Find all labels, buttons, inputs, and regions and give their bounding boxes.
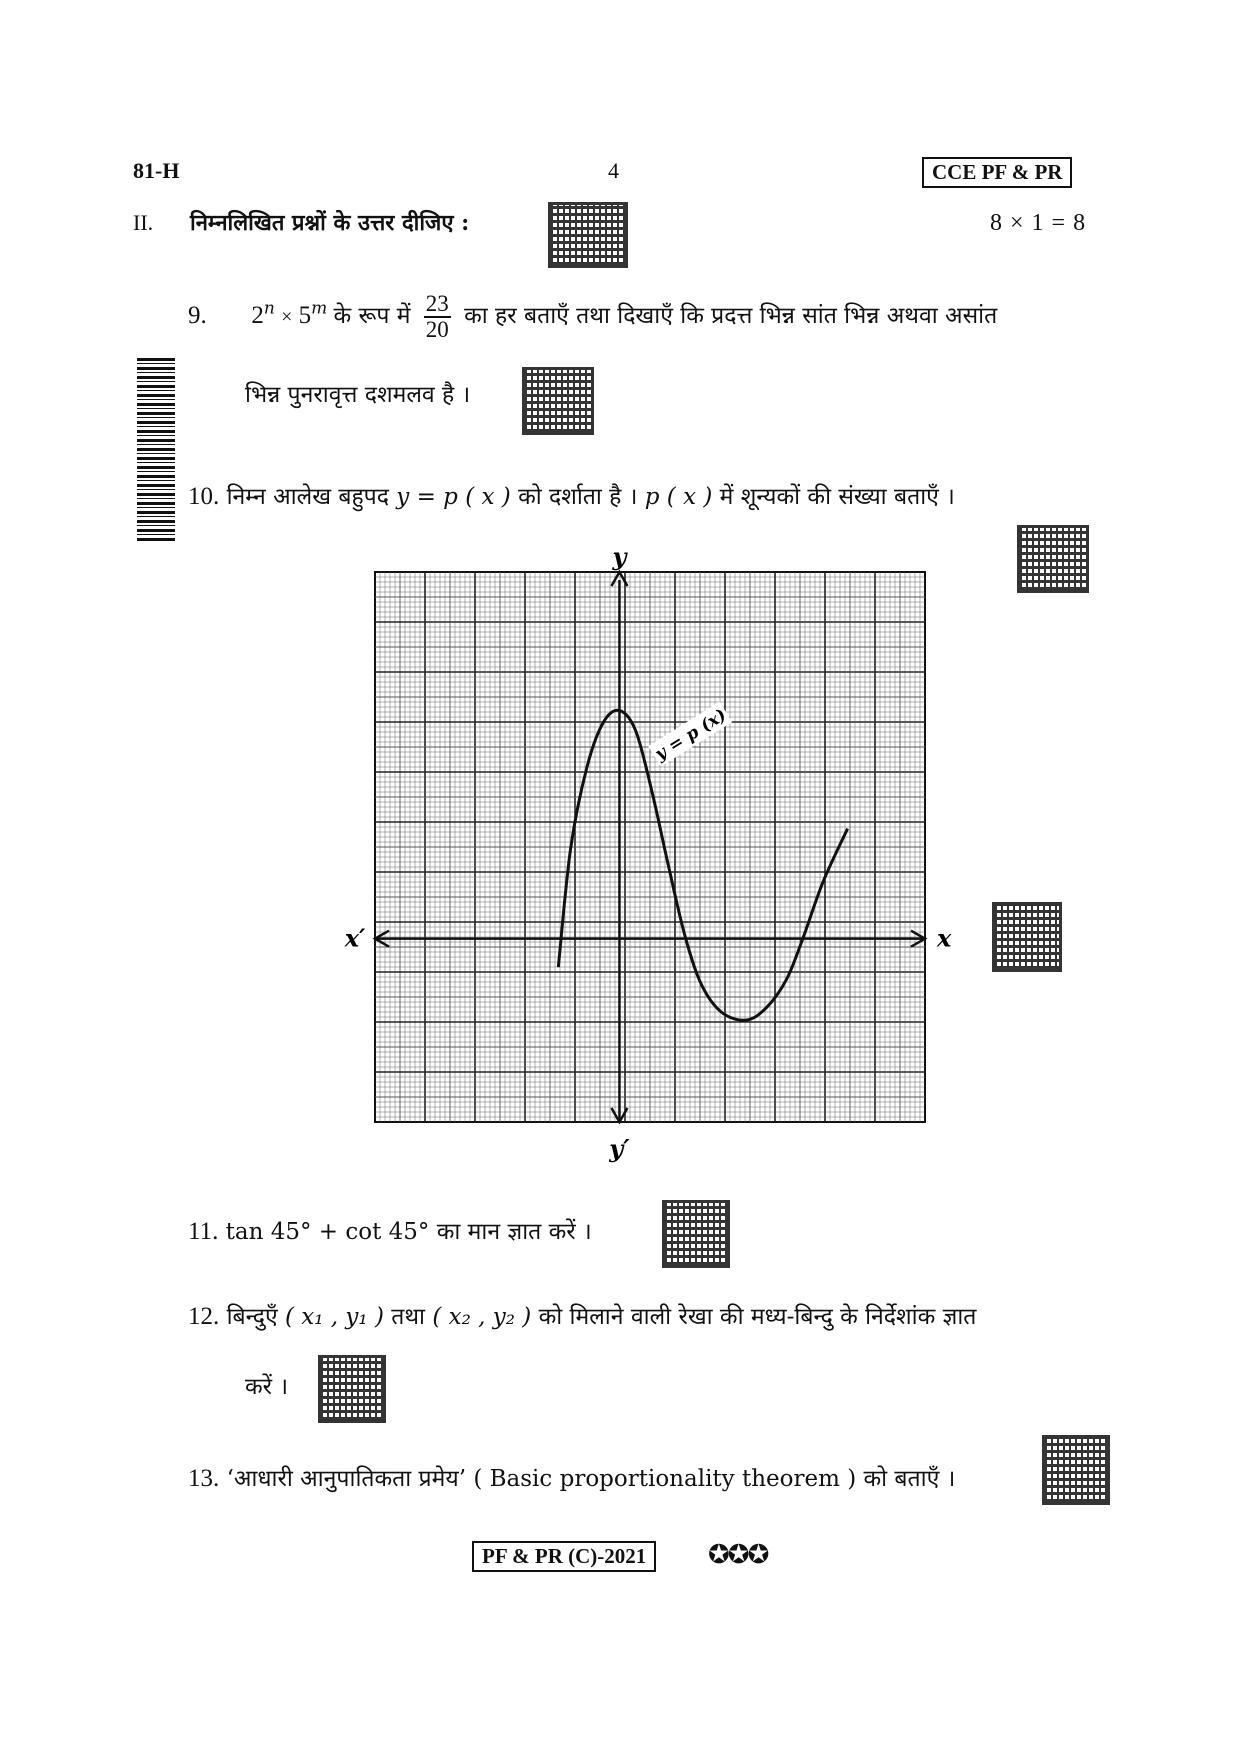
math-point: ( x₁ , y₁ ) bbox=[285, 1304, 384, 1330]
qr-code-icon bbox=[1042, 1435, 1110, 1505]
qr-code-icon bbox=[992, 902, 1062, 972]
qr-code-icon bbox=[662, 1200, 730, 1268]
fraction-numerator: 23 bbox=[425, 291, 449, 316]
paper-code: 81-H bbox=[133, 158, 180, 183]
fraction-denominator: 20 bbox=[425, 317, 449, 342]
footer-stars-icon: ✪✪✪ bbox=[708, 1540, 768, 1570]
y-axis-label-bottom: y′ bbox=[609, 1134, 630, 1163]
qr-code-icon bbox=[1017, 525, 1089, 593]
question-text: बिन्दुएँ bbox=[226, 1304, 278, 1330]
footer-code-box: PF & PR (C)-2021 bbox=[472, 1541, 656, 1572]
qr-code-icon bbox=[318, 1355, 386, 1423]
x-axis-label-left: x′ bbox=[344, 923, 366, 953]
math-operator: × bbox=[281, 306, 293, 328]
question-text: निम्न आलेख बहुपद bbox=[226, 484, 389, 510]
question-text: को मिलाने वाली रेखा की मध्य-बिन्दु के निर्देशांक ज्ञात bbox=[538, 1304, 977, 1330]
question-13 bbox=[188, 1464, 1048, 1494]
barcode-icon bbox=[137, 358, 175, 541]
section-number: II. bbox=[133, 210, 154, 235]
math-exponent: m bbox=[311, 298, 328, 319]
question-text: tan 45° + cot 45° का मान ज्ञात करें । bbox=[225, 1219, 592, 1245]
question-number: 13. bbox=[188, 1465, 220, 1492]
question-text: में शून्यकों की संख्या बताएँ । bbox=[719, 484, 955, 510]
question-text: को दर्शाता है । bbox=[518, 484, 638, 510]
question-number: 12. bbox=[188, 1303, 220, 1330]
question-number: 9. bbox=[188, 302, 207, 329]
polynomial-graph bbox=[344, 542, 952, 1165]
question-12 bbox=[188, 1302, 1108, 1332]
section-marks: 8 × 1 = 8 bbox=[990, 210, 1087, 236]
question-9-line2: भिन्न पुनरावृत्त दशमलव है । bbox=[245, 382, 471, 408]
question-12-line2: करें । bbox=[245, 1374, 289, 1400]
question-number: 11. bbox=[188, 1218, 219, 1245]
x-axis-label-right: x bbox=[937, 923, 952, 953]
question-11 bbox=[188, 1217, 592, 1247]
math-expression: y = p ( x ) bbox=[396, 484, 511, 510]
fraction bbox=[424, 292, 451, 342]
question-text: तथा bbox=[391, 1304, 426, 1330]
graph-svg bbox=[344, 542, 952, 1165]
question-text: ‘आधारी आनुपातिकता प्रमेय’ ( Basic proportionality theorem ) को बताएँ । bbox=[226, 1466, 956, 1492]
y-axis-label-top: y bbox=[612, 542, 627, 571]
qr-code-icon bbox=[522, 367, 594, 435]
math-exponent: n bbox=[263, 298, 275, 319]
question-10 bbox=[188, 482, 1088, 512]
question-text: का हर बताएँ तथा दिखाएँ कि प्रदत्त भिन्न सांत भिन्न अथवा असांत bbox=[464, 303, 998, 329]
math-point: ( x₂ , y₂ ) bbox=[432, 1304, 532, 1330]
math-base: 5 bbox=[298, 302, 312, 329]
curve-label-text: y = p (x) bbox=[651, 705, 730, 765]
question-9 bbox=[188, 292, 1108, 342]
section-title: निम्नलिखित प्रश्नों के उत्तर दीजिए : bbox=[190, 210, 470, 236]
series-box: CCE PF & PR bbox=[922, 157, 1072, 188]
math-expression: p ( x ) bbox=[644, 484, 713, 510]
question-number: 10. bbox=[188, 483, 220, 510]
math-base: 2 bbox=[251, 302, 264, 329]
qr-code-icon bbox=[548, 202, 628, 268]
question-text: के रूप में bbox=[333, 303, 411, 329]
page-number: 4 bbox=[608, 158, 619, 183]
